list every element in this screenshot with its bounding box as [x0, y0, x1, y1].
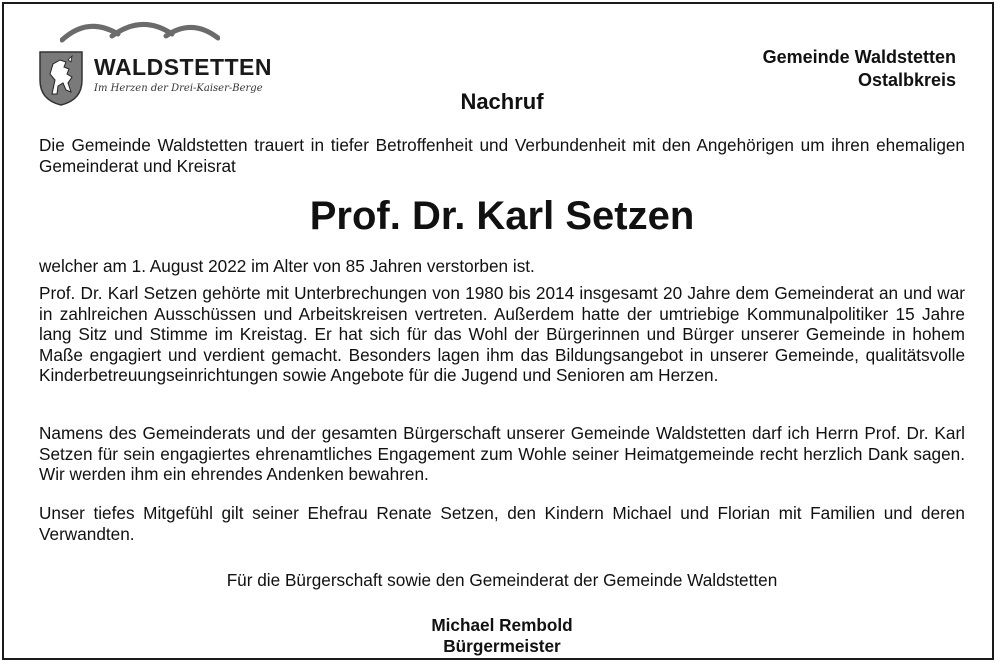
- organization-name: Gemeinde Waldstetten: [762, 47, 956, 67]
- paragraph-career: Prof. Dr. Karl Setzen gehörte mit Unterbrechungen von 1980 bis 2014 insgesamt 20 Jahre dem Gemeinderat an und war in zahlreichen Ausschüssen und Arbeitskreisen vertreten. Außerdem hatte der umtriebige Kommunalpolitiker 15 Jahre lang Sitz und Stimme im Kreistag. Er hat sich für das Wohl der Bürgerinnen und Bürger unserer Gemeinde in hohem Maße engagiert und verdient gemacht. Besonders lagen ihm das Bildungsangebot in unserer Gemeinde, qualitätsvolle Kinderbetreuungseinrichtungen sowie Angebote für die Jugend und Senioren am Herzen.: [39, 283, 965, 385]
- intro-text: Die Gemeinde Waldstetten trauert in tiefer Betroffenheit und Verbundenheit mit den Angehörigen um ihren ehemaligen Gemeinderat und Kreisrat: [39, 135, 965, 176]
- closing-line: Für die Bürgerschaft sowie den Gemeinderat der Gemeinde Waldstetten: [226, 570, 778, 590]
- death-line: welcher am 1. August 2022 im Alter von 85 Jahren verstorben ist.: [39, 256, 535, 276]
- deceased-name: Prof. Dr. Karl Setzen: [309, 194, 695, 238]
- logo-wordmark: WALDSTETTEN: [94, 54, 272, 80]
- notice-title: Nachruf: [460, 89, 544, 114]
- paragraph-thanks: Namens des Gemeinderats und der gesamten Bürgerschaft unserer Gemeinde Waldstetten darf ich Herrn Prof. Dr. Karl Setzen für sein engagiertes ehrenamtliches Engagement zum Wohle seiner Heimatgemeinde recht herzlich Dank sagen. Wir werden ihm ein ehrendes Andenken bewahren.: [39, 423, 965, 484]
- logo-slogan: Im Herzen der Drei-Kaiser-Berge: [94, 83, 263, 94]
- paragraph-condolences: Unser tiefes Mitgefühl gilt seiner Ehefrau Renate Setzen, den Kindern Michael und Florian mit Familien und deren Verwandten.: [39, 503, 965, 544]
- signatory-name: Michael Rembold: [431, 615, 573, 635]
- organization-district: Ostalbkreis: [857, 70, 956, 90]
- signatory-role: Bürgermeister: [443, 636, 561, 656]
- mountain-arcs-icon: [60, 18, 220, 44]
- signature-block: [4, 615, 1000, 657]
- notice-frame: [2, 2, 994, 660]
- organization-block: [763, 46, 956, 92]
